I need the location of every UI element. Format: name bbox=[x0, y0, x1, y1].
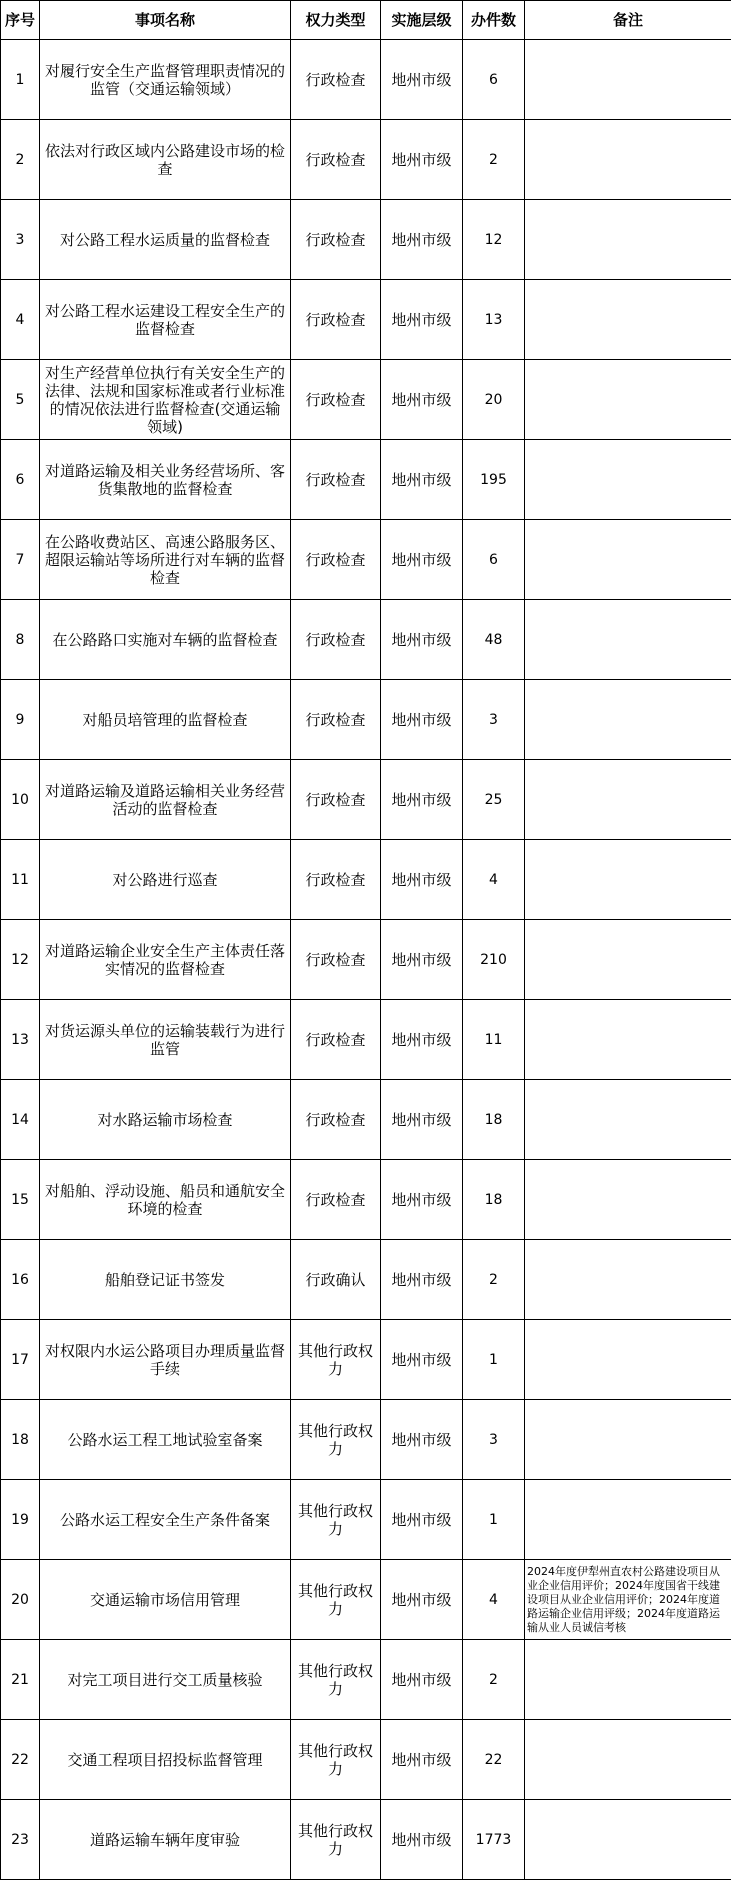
table-body bbox=[1, 40, 731, 1880]
cell-name: 公路水运工程安全生产条件备案 bbox=[40, 1480, 291, 1560]
cell-count: 25 bbox=[463, 760, 525, 840]
table-row bbox=[1, 840, 731, 920]
cell-count: 1 bbox=[463, 1480, 525, 1560]
cell-type: 其他行政权力 bbox=[291, 1720, 381, 1800]
cell-name: 对公路进行巡查 bbox=[40, 840, 291, 920]
cell-note bbox=[525, 840, 731, 920]
cell-no: 1 bbox=[1, 40, 40, 120]
cell-level: 地州市级 bbox=[381, 600, 463, 680]
cell-count: 13 bbox=[463, 280, 525, 360]
cell-count: 2 bbox=[463, 120, 525, 200]
cell-type: 行政检查 bbox=[291, 840, 381, 920]
cell-note bbox=[525, 1080, 731, 1160]
cell-no: 14 bbox=[1, 1080, 40, 1160]
cell-level: 地州市级 bbox=[381, 280, 463, 360]
cell-name: 对公路工程水运建设工程安全生产的监督检查 bbox=[40, 280, 291, 360]
cell-no: 7 bbox=[1, 520, 40, 600]
table-row bbox=[1, 1800, 731, 1880]
cell-name: 依法对行政区域内公路建设市场的检查 bbox=[40, 120, 291, 200]
cell-name: 交通工程项目招投标监督管理 bbox=[40, 1720, 291, 1800]
table-row bbox=[1, 1320, 731, 1400]
cell-type: 行政检查 bbox=[291, 440, 381, 520]
table-row bbox=[1, 1000, 731, 1080]
table-row bbox=[1, 40, 731, 120]
cell-name: 公路水运工程工地试验室备案 bbox=[40, 1400, 291, 1480]
cell-name: 对生产经营单位执行有关安全生产的法律、法规和国家标准或者行业标准的情况依法进行监督检查(交通运输领域) bbox=[40, 360, 291, 440]
cell-type: 行政检查 bbox=[291, 920, 381, 1000]
cell-no: 11 bbox=[1, 840, 40, 920]
cell-level: 地州市级 bbox=[381, 680, 463, 760]
table-row bbox=[1, 1640, 731, 1720]
cell-type: 行政检查 bbox=[291, 1160, 381, 1240]
header-no: 序号 bbox=[1, 1, 40, 40]
cell-note bbox=[525, 280, 731, 360]
cell-note bbox=[525, 920, 731, 1000]
cell-type: 其他行政权力 bbox=[291, 1640, 381, 1720]
cell-note bbox=[525, 1240, 731, 1320]
cell-count: 18 bbox=[463, 1160, 525, 1240]
cell-note bbox=[525, 440, 731, 520]
cell-name: 船舶登记证书签发 bbox=[40, 1240, 291, 1320]
cell-no: 17 bbox=[1, 1320, 40, 1400]
cell-no: 15 bbox=[1, 1160, 40, 1240]
cell-name: 对水路运输市场检查 bbox=[40, 1080, 291, 1160]
cell-no: 6 bbox=[1, 440, 40, 520]
cell-level: 地州市级 bbox=[381, 1480, 463, 1560]
cell-name: 对道路运输企业安全生产主体责任落实情况的监督检查 bbox=[40, 920, 291, 1000]
cell-name: 对完工项目进行交工质量核验 bbox=[40, 1640, 291, 1720]
cell-name: 道路运输车辆年度审验 bbox=[40, 1800, 291, 1880]
cell-count: 6 bbox=[463, 40, 525, 120]
table-row bbox=[1, 600, 731, 680]
cell-type: 行政检查 bbox=[291, 1080, 381, 1160]
cell-level: 地州市级 bbox=[381, 760, 463, 840]
cell-level: 地州市级 bbox=[381, 840, 463, 920]
cell-no: 19 bbox=[1, 1480, 40, 1560]
cell-count: 3 bbox=[463, 680, 525, 760]
cell-no: 12 bbox=[1, 920, 40, 1000]
table-row bbox=[1, 760, 731, 840]
cell-no: 10 bbox=[1, 760, 40, 840]
cell-no: 18 bbox=[1, 1400, 40, 1480]
cell-type: 其他行政权力 bbox=[291, 1800, 381, 1880]
cell-type: 行政确认 bbox=[291, 1240, 381, 1320]
cell-note bbox=[525, 1800, 731, 1880]
cell-name: 交通运输市场信用管理 bbox=[40, 1560, 291, 1640]
cell-no: 4 bbox=[1, 280, 40, 360]
cell-no: 23 bbox=[1, 1800, 40, 1880]
cell-type: 行政检查 bbox=[291, 1000, 381, 1080]
cell-note bbox=[525, 360, 731, 440]
table-row bbox=[1, 440, 731, 520]
cell-count: 12 bbox=[463, 200, 525, 280]
cell-name: 对船舶、浮动设施、船员和通航安全环境的检查 bbox=[40, 1160, 291, 1240]
header-level: 实施层级 bbox=[381, 1, 463, 40]
cell-count: 11 bbox=[463, 1000, 525, 1080]
table-row bbox=[1, 360, 731, 440]
cell-note bbox=[525, 200, 731, 280]
cell-no: 8 bbox=[1, 600, 40, 680]
cell-name: 对船员培管理的监督检查 bbox=[40, 680, 291, 760]
cell-no: 5 bbox=[1, 360, 40, 440]
cell-level: 地州市级 bbox=[381, 1400, 463, 1480]
cell-level: 地州市级 bbox=[381, 920, 463, 1000]
cell-level: 地州市级 bbox=[381, 1800, 463, 1880]
cell-type: 行政检查 bbox=[291, 40, 381, 120]
header-row bbox=[1, 1, 731, 40]
header-note: 备注 bbox=[525, 1, 731, 40]
cell-level: 地州市级 bbox=[381, 120, 463, 200]
cell-level: 地州市级 bbox=[381, 1080, 463, 1160]
cell-note bbox=[525, 520, 731, 600]
cell-type: 行政检查 bbox=[291, 760, 381, 840]
cell-note: 2024年度伊犁州直农村公路建设项目从业企业信用评价；2024年度国省干线建设项目从业企业信用评价；2024年度道路运输企业信用评级；2024年度道路运输从业人员诚信考核 bbox=[525, 1560, 731, 1640]
cell-note bbox=[525, 600, 731, 680]
cell-note bbox=[525, 1480, 731, 1560]
table-row bbox=[1, 680, 731, 760]
cell-level: 地州市级 bbox=[381, 40, 463, 120]
cell-level: 地州市级 bbox=[381, 1160, 463, 1240]
cell-no: 20 bbox=[1, 1560, 40, 1640]
header-count: 办件数 bbox=[463, 1, 525, 40]
table-row bbox=[1, 200, 731, 280]
cell-note bbox=[525, 680, 731, 760]
cell-count: 210 bbox=[463, 920, 525, 1000]
cell-count: 22 bbox=[463, 1720, 525, 1800]
cell-type: 其他行政权力 bbox=[291, 1560, 381, 1640]
cell-level: 地州市级 bbox=[381, 520, 463, 600]
cell-note bbox=[525, 760, 731, 840]
table-row bbox=[1, 1240, 731, 1320]
cell-count: 2 bbox=[463, 1640, 525, 1720]
cell-count: 4 bbox=[463, 1560, 525, 1640]
cell-name: 对权限内水运公路项目办理质量监督手续 bbox=[40, 1320, 291, 1400]
cell-name: 对道路运输及道路运输相关业务经营活动的监督检查 bbox=[40, 760, 291, 840]
cell-note bbox=[525, 1320, 731, 1400]
cell-type: 行政检查 bbox=[291, 360, 381, 440]
cell-level: 地州市级 bbox=[381, 200, 463, 280]
cell-name: 对履行安全生产监督管理职责情况的监管（交通运输领域） bbox=[40, 40, 291, 120]
cell-type: 行政检查 bbox=[291, 120, 381, 200]
cell-note bbox=[525, 1400, 731, 1480]
cell-count: 2 bbox=[463, 1240, 525, 1320]
header-type: 权力类型 bbox=[291, 1, 381, 40]
cell-count: 3 bbox=[463, 1400, 525, 1480]
cell-note bbox=[525, 120, 731, 200]
cell-level: 地州市级 bbox=[381, 1000, 463, 1080]
table-row bbox=[1, 1080, 731, 1160]
table-row bbox=[1, 1480, 731, 1560]
cell-no: 2 bbox=[1, 120, 40, 200]
cell-no: 13 bbox=[1, 1000, 40, 1080]
cell-type: 其他行政权力 bbox=[291, 1400, 381, 1480]
table-row bbox=[1, 1720, 731, 1800]
cell-type: 行政检查 bbox=[291, 520, 381, 600]
cell-count: 4 bbox=[463, 840, 525, 920]
cell-level: 地州市级 bbox=[381, 1320, 463, 1400]
cell-name: 对货运源头单位的运输装载行为进行监管 bbox=[40, 1000, 291, 1080]
cell-type: 行政检查 bbox=[291, 200, 381, 280]
table-row bbox=[1, 120, 731, 200]
cell-level: 地州市级 bbox=[381, 1640, 463, 1720]
table-row bbox=[1, 1560, 731, 1640]
cell-level: 地州市级 bbox=[381, 1560, 463, 1640]
cell-note bbox=[525, 1160, 731, 1240]
cell-level: 地州市级 bbox=[381, 1720, 463, 1800]
cell-count: 6 bbox=[463, 520, 525, 600]
cell-no: 9 bbox=[1, 680, 40, 760]
cell-type: 行政检查 bbox=[291, 680, 381, 760]
cell-type: 其他行政权力 bbox=[291, 1480, 381, 1560]
cell-count: 20 bbox=[463, 360, 525, 440]
cell-name: 在公路收费站区、高速公路服务区、超限运输站等场所进行对车辆的监督检查 bbox=[40, 520, 291, 600]
header-name: 事项名称 bbox=[40, 1, 291, 40]
cell-no: 16 bbox=[1, 1240, 40, 1320]
cell-name: 对公路工程水运质量的监督检查 bbox=[40, 200, 291, 280]
cell-note bbox=[525, 40, 731, 120]
cell-type: 行政检查 bbox=[291, 600, 381, 680]
table-row bbox=[1, 520, 731, 600]
cell-note bbox=[525, 1000, 731, 1080]
cell-count: 195 bbox=[463, 440, 525, 520]
cell-count: 18 bbox=[463, 1080, 525, 1160]
table-row bbox=[1, 1160, 731, 1240]
cell-level: 地州市级 bbox=[381, 440, 463, 520]
table-row bbox=[1, 1400, 731, 1480]
cell-no: 21 bbox=[1, 1640, 40, 1720]
cell-note bbox=[525, 1720, 731, 1800]
cell-note bbox=[525, 1640, 731, 1720]
cell-type: 其他行政权力 bbox=[291, 1320, 381, 1400]
cell-level: 地州市级 bbox=[381, 360, 463, 440]
cell-count: 1 bbox=[463, 1320, 525, 1400]
cell-name: 对道路运输及相关业务经营场所、客货集散地的监督检查 bbox=[40, 440, 291, 520]
table-row bbox=[1, 920, 731, 1000]
cell-type: 行政检查 bbox=[291, 280, 381, 360]
cell-name: 在公路路口实施对车辆的监督检查 bbox=[40, 600, 291, 680]
cell-no: 22 bbox=[1, 1720, 40, 1800]
cell-count: 48 bbox=[463, 600, 525, 680]
cell-no: 3 bbox=[1, 200, 40, 280]
table-row bbox=[1, 280, 731, 360]
cell-count: 1773 bbox=[463, 1800, 525, 1880]
cell-level: 地州市级 bbox=[381, 1240, 463, 1320]
